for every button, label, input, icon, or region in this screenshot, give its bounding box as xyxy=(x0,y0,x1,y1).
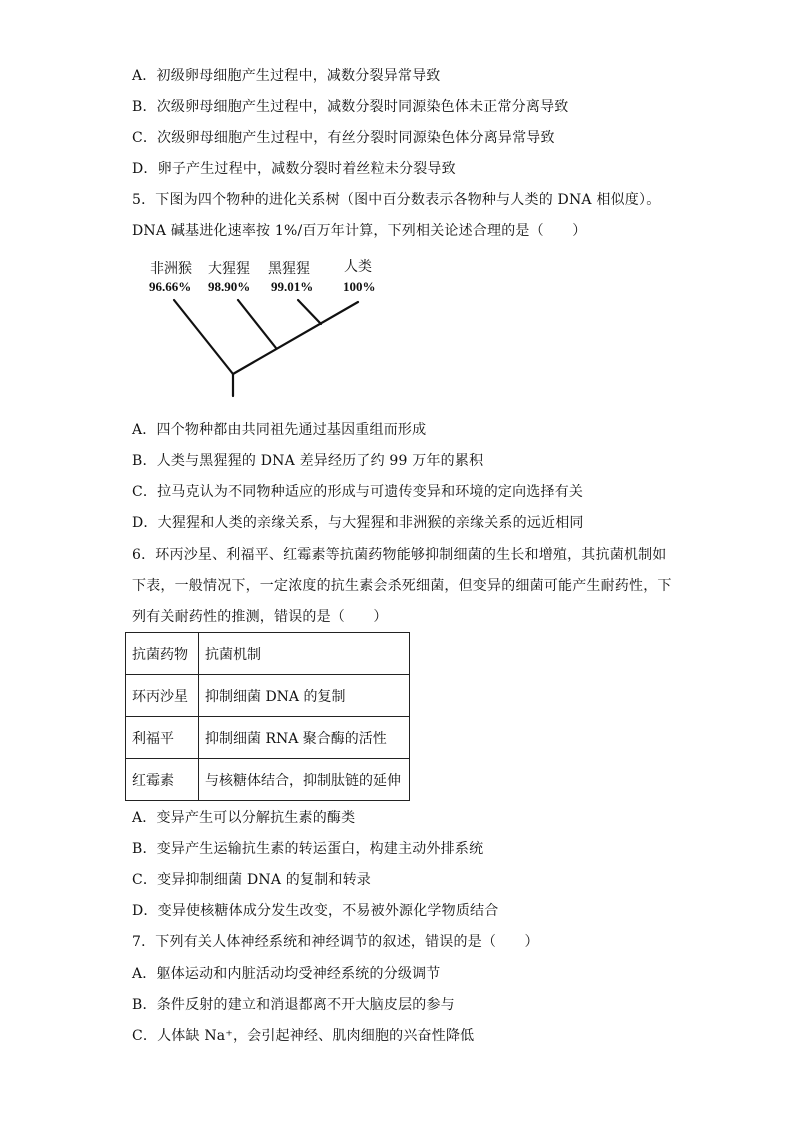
q7-option-a: A．躯体运动和内脏活动均受神经系统的分级调节 xyxy=(132,966,441,982)
q4-option-b: B．次级卵母细胞产生过程中，减数分裂时同源染色体未正常分离导致 xyxy=(132,99,569,115)
q7-option-b: B．条件反射的建立和消退都离不开大脑皮层的参与 xyxy=(132,997,455,1013)
table-row xyxy=(126,759,410,801)
q6-stem-line3: 列有关耐药性的推测，错误的是（ ） xyxy=(132,609,388,625)
q5-option-b: B．人类与黑猩猩的 DNA 差异经历了约 99 万年的累积 xyxy=(132,453,484,469)
table-cell-drug: 红霉素 xyxy=(126,759,199,801)
q5-option-a: A．四个物种都由共同祖先通过基因重组而形成 xyxy=(132,422,427,438)
tree-similarity-human: 100% xyxy=(343,279,376,294)
q5-option-c: C．拉马克认为不同物种适应的形成与可遗传变异和环境的定向选择有关 xyxy=(132,484,584,500)
table-row xyxy=(126,717,410,759)
q7-stem: 7．下列有关人体神经系统和神经调节的叙述，错误的是（ ） xyxy=(132,934,539,950)
branch-african-monkey xyxy=(174,300,233,374)
table-header-drug: 抗菌药物 xyxy=(126,633,199,675)
tree-branches xyxy=(140,258,400,403)
table-cell-drug: 环丙沙星 xyxy=(126,675,199,717)
tree-similarity-chimpanzee: 99.01% xyxy=(271,279,314,294)
q6-option-b: B．变异产生运输抗生素的转运蛋白，构建主动外排系统 xyxy=(132,841,484,857)
branch-gorilla xyxy=(238,300,276,348)
evolution-tree-figure xyxy=(140,258,400,403)
tree-label-chimpanzee: 黑猩猩 xyxy=(268,261,310,277)
q6-option-c: C．变异抑制细菌 DNA 的复制和转录 xyxy=(132,872,371,888)
tree-similarity-gorilla: 98.90% xyxy=(208,279,251,294)
q5-option-d: D．大猩猩和人类的亲缘关系，与大猩猩和非洲猴的亲缘关系的远近相同 xyxy=(132,515,584,531)
q5-stem-line1: 5．下图为四个物种的进化关系树（图中百分数表示各物种与人类的 DNA 相似度）。 xyxy=(132,192,661,208)
q6-option-a: A．变异产生可以分解抗生素的酶类 xyxy=(132,810,356,826)
table-cell-mechanism: 抑制细菌 RNA 聚合酶的活性 xyxy=(199,717,410,759)
table-cell-drug: 利福平 xyxy=(126,717,199,759)
branch-human-trunk xyxy=(233,302,358,374)
table-cell-mechanism: 抑制细菌 DNA 的复制 xyxy=(199,675,410,717)
table-header-row xyxy=(126,633,410,675)
tree-label-african-monkey: 非洲猴 xyxy=(150,261,192,277)
tree-label-human: 人类 xyxy=(344,259,372,275)
q7-option-c: C．人体缺 Na⁺，会引起神经、肌肉细胞的兴奋性降低 xyxy=(132,1028,475,1044)
q4-option-d: D．卵子产生过程中，减数分裂时着丝粒未分裂导致 xyxy=(132,161,456,177)
q4-option-a: A．初级卵母细胞产生过程中，减数分裂异常导致 xyxy=(132,68,441,84)
q6-option-d: D．变异使核糖体成分发生改变，不易被外源化学物质结合 xyxy=(132,903,499,919)
table-header-mechanism: 抗菌机制 xyxy=(199,633,410,675)
branch-chimpanzee xyxy=(298,300,321,324)
antibiotic-mechanism-table xyxy=(125,632,410,801)
q6-stem-line2: 下表，一般情况下，一定浓度的抗生素会杀死细菌，但变异的细菌可能产生耐药性，下 xyxy=(132,578,672,594)
q6-stem-line1: 6．环丙沙星、利福平、红霉素等抗菌药物能够抑制细菌的生长和增殖，其抗菌机制如 xyxy=(132,547,667,563)
q5-stem-line2: DNA 碱基进化速率按 1%/百万年计算，下列相关论述合理的是（ ） xyxy=(132,223,587,239)
tree-similarity-african-monkey: 96.66% xyxy=(149,279,192,294)
table-row xyxy=(126,675,410,717)
table-cell-mechanism: 与核糖体结合，抑制肽链的延伸 xyxy=(199,759,410,801)
tree-label-gorilla: 大猩猩 xyxy=(208,261,250,277)
q4-option-c: C．次级卵母细胞产生过程中，有丝分裂时同源染色体分离异常导致 xyxy=(132,130,555,146)
